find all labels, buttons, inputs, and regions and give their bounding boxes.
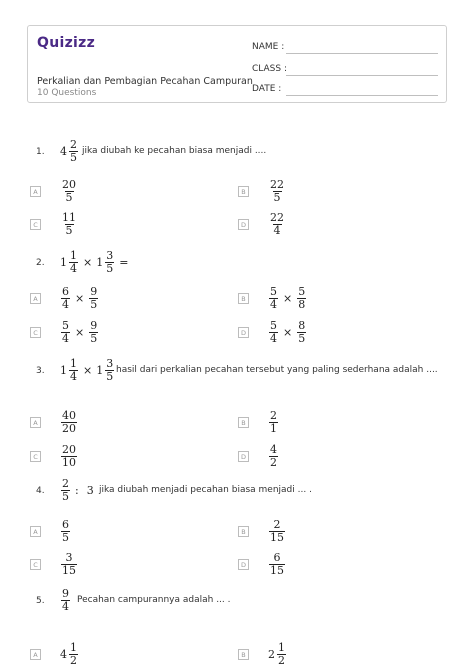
denominator: 15	[62, 564, 76, 577]
numerator: 3	[106, 249, 114, 262]
operator: ×	[283, 326, 293, 339]
fraction	[105, 358, 114, 383]
fraction	[269, 552, 285, 577]
option-c-box[interactable]: C	[30, 451, 41, 462]
question-expression	[60, 478, 98, 503]
numerator: 9	[62, 587, 69, 600]
option-b-answer[interactable]	[268, 519, 286, 544]
option-a-box[interactable]: A	[30, 293, 41, 304]
whole-number: 1	[60, 364, 67, 377]
operator: ×	[83, 364, 93, 377]
option-a-box[interactable]: A	[30, 417, 41, 428]
fraction	[277, 642, 286, 667]
numerator: 1	[70, 357, 77, 370]
question-text: Pecahan campurannya adalah ... .	[77, 595, 231, 605]
denominator: 4	[70, 262, 77, 275]
worksheet-header	[27, 25, 447, 103]
option-d-box[interactable]: D	[238, 451, 249, 462]
operator: :	[75, 484, 79, 497]
question-number: 2.	[36, 258, 45, 268]
fraction	[61, 552, 77, 577]
fraction	[61, 588, 70, 613]
whole-number: 2	[268, 648, 275, 661]
question-number: 5.	[36, 596, 45, 606]
numerator: 6	[273, 551, 281, 564]
option-a-answer[interactable]	[60, 179, 78, 204]
denominator: 5	[90, 332, 98, 345]
option-d-box[interactable]: D	[238, 327, 249, 338]
fraction	[89, 286, 98, 311]
option-d-answer[interactable]	[268, 444, 279, 469]
denominator: 5	[65, 191, 73, 204]
denominator: 4	[62, 332, 69, 345]
question-expression	[60, 250, 132, 275]
fraction	[89, 320, 98, 345]
denominator: 1	[270, 422, 277, 435]
option-b-box[interactable]: B	[238, 417, 249, 428]
question-count: 10 Questions	[37, 88, 97, 98]
question-expression	[60, 588, 71, 613]
numerator: 6	[62, 285, 69, 298]
numerator: 1	[70, 641, 77, 654]
denominator: 4	[273, 224, 281, 237]
numerator: 2	[270, 409, 277, 422]
denominator: 5	[106, 370, 114, 383]
numerator: 40	[62, 409, 76, 422]
denominator: 8	[298, 298, 306, 311]
operator: ×	[83, 256, 93, 269]
option-a-answer[interactable]	[60, 519, 71, 544]
fraction	[69, 139, 78, 164]
numerator: 1	[278, 641, 285, 654]
numerator: 11	[62, 211, 76, 224]
fraction	[61, 410, 77, 435]
denominator: 4	[62, 298, 69, 311]
class-line	[286, 75, 438, 76]
numerator: 9	[90, 319, 98, 332]
option-a-box[interactable]: A	[30, 186, 41, 197]
denominator: 4	[270, 332, 277, 345]
fraction	[61, 519, 70, 544]
fraction	[269, 212, 285, 237]
option-b-answer[interactable]	[268, 410, 279, 435]
option-d-box[interactable]: D	[238, 559, 249, 570]
question-number: 4.	[36, 486, 45, 496]
numerator: 20	[62, 178, 76, 191]
question-text: jika diubah menjadi pecahan biasa menjadi ... .	[99, 485, 312, 495]
fraction	[61, 286, 70, 311]
question-text: jika diubah ke pecahan biasa menjadi ....	[82, 146, 267, 156]
date-line	[286, 95, 438, 96]
question-expression	[60, 358, 115, 383]
option-b-answer[interactable]	[268, 286, 307, 311]
option-b-answer[interactable]	[268, 179, 286, 204]
numerator: 22	[270, 211, 284, 224]
numerator: 5	[270, 319, 277, 332]
quizizz-logo: Quizizz	[37, 35, 96, 51]
fraction	[269, 320, 278, 345]
denominator: 5	[90, 298, 98, 311]
whole-number: 1	[60, 256, 67, 269]
whole-number: 4	[60, 648, 67, 661]
option-a-answer[interactable]	[60, 642, 79, 667]
denominator: 5	[273, 191, 281, 204]
operator: ×	[283, 292, 293, 305]
numerator: 22	[270, 178, 284, 191]
fraction	[61, 212, 77, 237]
numerator: 1	[70, 249, 77, 262]
denominator: 15	[270, 531, 284, 544]
option-a-box[interactable]: A	[30, 649, 41, 660]
numerator: 5	[270, 285, 277, 298]
option-d-box[interactable]: D	[238, 219, 249, 230]
fraction	[269, 444, 278, 469]
option-b-box[interactable]: B	[238, 526, 249, 537]
fraction	[61, 179, 77, 204]
denominator: 5	[106, 262, 114, 275]
option-a-box[interactable]: A	[30, 526, 41, 537]
denominator: 4	[62, 600, 69, 613]
option-c-answer[interactable]	[60, 320, 99, 345]
fraction	[269, 410, 278, 435]
class-label: CLASS :	[252, 64, 287, 74]
fraction	[269, 286, 278, 311]
option-b-box[interactable]: B	[238, 293, 249, 304]
whole-number: 1	[96, 364, 104, 377]
numerator: 4	[270, 443, 277, 456]
fraction	[69, 358, 78, 383]
option-d-answer[interactable]	[268, 552, 286, 577]
question-expression	[60, 139, 79, 164]
option-a-answer[interactable]	[60, 286, 99, 311]
fraction	[269, 519, 285, 544]
denominator: 2	[270, 456, 277, 469]
option-b-box[interactable]: B	[238, 649, 249, 660]
name-label: NAME :	[252, 42, 285, 52]
denominator: 5	[298, 332, 306, 345]
numerator: 2	[62, 477, 69, 490]
numerator: 20	[62, 443, 76, 456]
number: 3	[86, 484, 94, 497]
fraction	[297, 320, 306, 345]
fraction	[61, 478, 70, 503]
fraction	[69, 250, 78, 275]
fraction	[61, 444, 77, 469]
option-c-answer[interactable]	[60, 444, 78, 469]
question-text: hasil dari perkalian pecahan tersebut yang paling sederhana adalah ....	[116, 365, 438, 375]
option-a-answer[interactable]	[60, 410, 78, 435]
denominator: 20	[62, 422, 76, 435]
denominator: 2	[70, 654, 77, 667]
option-b-box[interactable]: B	[238, 186, 249, 197]
option-c-box[interactable]: C	[30, 219, 41, 230]
option-b-answer[interactable]	[268, 642, 287, 667]
denominator: 2	[278, 654, 285, 667]
numerator: 2	[273, 518, 281, 531]
denominator: 15	[270, 564, 284, 577]
numerator: 3	[65, 551, 73, 564]
denominator: 4	[270, 298, 277, 311]
denominator: 4	[70, 370, 77, 383]
denominator: 5	[62, 531, 69, 544]
denominator: 5	[70, 151, 77, 164]
whole-number: 4	[60, 145, 67, 158]
option-c-box[interactable]: C	[30, 559, 41, 570]
question-number: 1.	[36, 147, 45, 157]
option-d-answer[interactable]	[268, 212, 286, 237]
operator: ×	[75, 326, 85, 339]
fraction	[269, 179, 285, 204]
numerator: 9	[90, 285, 98, 298]
denominator: 5	[65, 224, 73, 237]
numerator: 8	[298, 319, 306, 332]
denominator: 10	[62, 456, 76, 469]
numerator: 5	[62, 319, 69, 332]
option-c-answer[interactable]	[60, 212, 78, 237]
fraction	[61, 320, 70, 345]
question-number: 3.	[36, 366, 45, 376]
fraction	[297, 286, 306, 311]
option-d-answer[interactable]	[268, 320, 307, 345]
numerator: 2	[70, 138, 77, 151]
date-label: DATE :	[252, 84, 282, 94]
fraction	[105, 250, 114, 275]
operator: ×	[75, 292, 85, 305]
worksheet-title: Perkalian dan Pembagian Pecahan Campuran	[37, 76, 253, 87]
operator: =	[119, 256, 129, 269]
numerator: 3	[106, 357, 114, 370]
option-c-box[interactable]: C	[30, 327, 41, 338]
numerator: 6	[62, 518, 69, 531]
denominator: 5	[62, 490, 69, 503]
numerator: 5	[298, 285, 306, 298]
option-c-answer[interactable]	[60, 552, 78, 577]
fraction	[69, 642, 78, 667]
name-line	[286, 53, 438, 54]
whole-number: 1	[96, 256, 104, 269]
